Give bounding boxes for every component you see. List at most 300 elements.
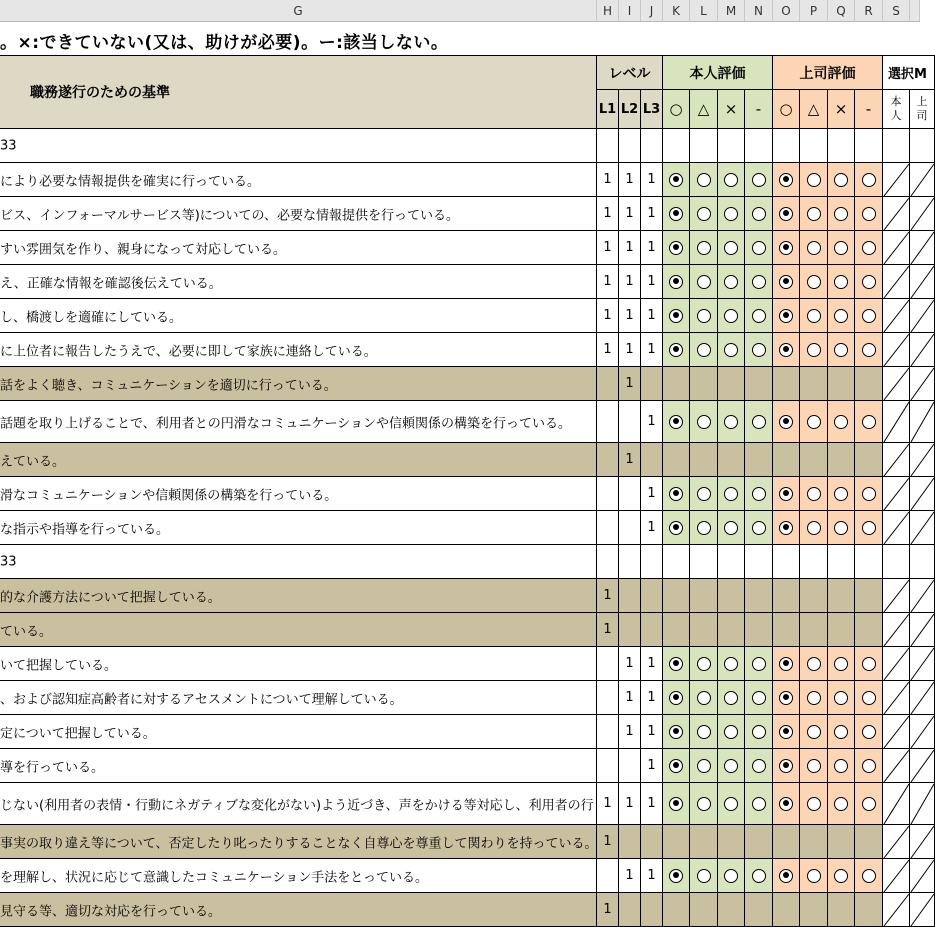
row-19-self-radio-2[interactable] — [724, 759, 738, 773]
row-7-level-l2[interactable]: 1 — [619, 333, 641, 367]
row-20-self-radio-3[interactable] — [752, 797, 766, 811]
row-17-level-l3[interactable]: 1 — [641, 681, 663, 715]
column-header-I[interactable]: I — [619, 0, 641, 22]
row-12-self-cell-2[interactable] — [718, 511, 745, 545]
row-3-self-radio-2[interactable] — [724, 207, 738, 221]
row-18-boss-cell-1[interactable] — [800, 715, 828, 749]
row-2-boss-radio-0[interactable] — [779, 173, 793, 187]
row-2-boss-radio-1[interactable] — [807, 173, 821, 187]
row-7-boss-cell-1[interactable] — [800, 333, 828, 367]
row-18-level-l3[interactable]: 1 — [641, 715, 663, 749]
row-3-level-l1[interactable]: 1 — [597, 197, 619, 231]
row-11-self-radio-1[interactable] — [697, 487, 711, 501]
row-5-self-cell-2[interactable] — [718, 265, 745, 299]
row-20-boss-radio-2[interactable] — [834, 797, 848, 811]
row-14-level-l3[interactable] — [641, 579, 663, 613]
row-4-boss-cell-3[interactable] — [855, 231, 883, 265]
row-20-level-l2[interactable]: 1 — [619, 783, 641, 825]
row-22-self-cell-1[interactable] — [690, 859, 718, 893]
row-9-level-l2[interactable] — [619, 401, 641, 443]
row-18-self-radio-1[interactable] — [697, 725, 711, 739]
row-5-boss-radio-3[interactable] — [862, 275, 876, 289]
row-3-boss-cell-0[interactable] — [773, 197, 800, 231]
row-6-boss-radio-0[interactable] — [779, 309, 793, 323]
row-7-boss-radio-2[interactable] — [834, 343, 848, 357]
row-7-level-l3[interactable]: 1 — [641, 333, 663, 367]
row-6-boss-cell-1[interactable] — [800, 299, 828, 333]
row-9-boss-radio-3[interactable] — [862, 415, 876, 429]
row-9-self-cell-1[interactable] — [690, 401, 718, 443]
row-12-boss-radio-2[interactable] — [834, 521, 848, 535]
row-18-self-radio-2[interactable] — [724, 725, 738, 739]
row-4-self-cell-3[interactable] — [745, 231, 773, 265]
column-header-J[interactable]: J — [641, 0, 663, 22]
row-11-self-radio-3[interactable] — [752, 487, 766, 501]
row-16-boss-radio-1[interactable] — [807, 657, 821, 671]
row-4-self-radio-1[interactable] — [697, 241, 711, 255]
row-2-boss-cell-3[interactable] — [855, 163, 883, 197]
row-2-self-cell-0[interactable] — [663, 163, 690, 197]
column-header-O[interactable]: O — [773, 0, 800, 22]
row-2-level-l1[interactable]: 1 — [597, 163, 619, 197]
row-18-boss-cell-3[interactable] — [855, 715, 883, 749]
column-header-P[interactable]: P — [800, 0, 828, 22]
row-7-self-radio-0[interactable] — [669, 343, 683, 357]
row-12-boss-cell-0[interactable] — [773, 511, 800, 545]
row-22-boss-radio-3[interactable] — [862, 869, 876, 883]
row-19-boss-cell-1[interactable] — [800, 749, 828, 783]
row-6-self-radio-2[interactable] — [724, 309, 738, 323]
row-3-self-radio-3[interactable] — [752, 207, 766, 221]
row-9-self-cell-2[interactable] — [718, 401, 745, 443]
row-20-self-radio-0[interactable] — [669, 797, 683, 811]
row-10-level-l3[interactable] — [641, 443, 663, 477]
row-22-self-cell-0[interactable] — [663, 859, 690, 893]
row-2-boss-cell-0[interactable] — [773, 163, 800, 197]
row-18-level-l2[interactable]: 1 — [619, 715, 641, 749]
row-17-boss-radio-2[interactable] — [834, 691, 848, 705]
row-11-self-cell-3[interactable] — [745, 477, 773, 511]
row-5-boss-radio-2[interactable] — [834, 275, 848, 289]
row-4-boss-radio-1[interactable] — [807, 241, 821, 255]
row-18-level-l1[interactable] — [597, 715, 619, 749]
row-8-level-l1[interactable] — [597, 367, 619, 401]
row-16-level-l3[interactable]: 1 — [641, 647, 663, 681]
row-14-level-l2[interactable] — [619, 579, 641, 613]
row-18-boss-radio-0[interactable] — [779, 725, 793, 739]
row-12-boss-radio-0[interactable] — [779, 521, 793, 535]
row-9-boss-cell-2[interactable] — [828, 401, 855, 443]
row-3-self-cell-2[interactable] — [718, 197, 745, 231]
row-17-self-radio-0[interactable] — [669, 691, 683, 705]
row-17-boss-cell-1[interactable] — [800, 681, 828, 715]
row-11-boss-cell-1[interactable] — [800, 477, 828, 511]
row-4-boss-cell-2[interactable] — [828, 231, 855, 265]
row-6-self-cell-0[interactable] — [663, 299, 690, 333]
row-4-self-cell-2[interactable] — [718, 231, 745, 265]
row-4-level-l3[interactable]: 1 — [641, 231, 663, 265]
row-20-self-cell-1[interactable] — [690, 783, 718, 825]
row-20-boss-radio-3[interactable] — [862, 797, 876, 811]
row-19-boss-radio-3[interactable] — [862, 759, 876, 773]
row-11-self-radio-2[interactable] — [724, 487, 738, 501]
row-18-boss-radio-1[interactable] — [807, 725, 821, 739]
row-7-boss-cell-3[interactable] — [855, 333, 883, 367]
row-22-self-radio-2[interactable] — [724, 869, 738, 883]
row-7-self-radio-2[interactable] — [724, 343, 738, 357]
row-2-boss-cell-2[interactable] — [828, 163, 855, 197]
row-22-self-radio-1[interactable] — [697, 869, 711, 883]
row-7-boss-cell-2[interactable] — [828, 333, 855, 367]
row-18-self-cell-2[interactable] — [718, 715, 745, 749]
row-22-boss-cell-3[interactable] — [855, 859, 883, 893]
row-18-boss-radio-3[interactable] — [862, 725, 876, 739]
row-20-self-cell-3[interactable] — [745, 783, 773, 825]
row-3-level-l3[interactable]: 1 — [641, 197, 663, 231]
row-19-boss-cell-0[interactable] — [773, 749, 800, 783]
row-2-boss-radio-2[interactable] — [834, 173, 848, 187]
row-19-self-cell-0[interactable] — [663, 749, 690, 783]
row-3-boss-cell-2[interactable] — [828, 197, 855, 231]
row-22-boss-radio-1[interactable] — [807, 869, 821, 883]
row-19-self-cell-1[interactable] — [690, 749, 718, 783]
row-16-level-l1[interactable] — [597, 647, 619, 681]
row-6-level-l1[interactable]: 1 — [597, 299, 619, 333]
row-20-level-l3[interactable]: 1 — [641, 783, 663, 825]
row-2-self-cell-3[interactable] — [745, 163, 773, 197]
row-7-self-cell-3[interactable] — [745, 333, 773, 367]
row-16-self-cell-2[interactable] — [718, 647, 745, 681]
row-17-boss-cell-2[interactable] — [828, 681, 855, 715]
row-18-self-radio-3[interactable] — [752, 725, 766, 739]
row-2-self-cell-2[interactable] — [718, 163, 745, 197]
row-6-self-radio-3[interactable] — [752, 309, 766, 323]
row-22-level-l2[interactable]: 1 — [619, 859, 641, 893]
row-6-boss-cell-2[interactable] — [828, 299, 855, 333]
row-2-boss-radio-3[interactable] — [862, 173, 876, 187]
row-5-boss-cell-0[interactable] — [773, 265, 800, 299]
row-4-boss-radio-3[interactable] — [862, 241, 876, 255]
row-16-self-cell-0[interactable] — [663, 647, 690, 681]
row-7-self-radio-1[interactable] — [697, 343, 711, 357]
row-17-self-radio-1[interactable] — [697, 691, 711, 705]
row-16-boss-radio-3[interactable] — [862, 657, 876, 671]
row-23-level-l1[interactable]: 1 — [597, 893, 619, 927]
row-12-self-radio-1[interactable] — [697, 521, 711, 535]
row-3-level-l2[interactable]: 1 — [619, 197, 641, 231]
row-8-level-l3[interactable] — [641, 367, 663, 401]
row-16-self-cell-1[interactable] — [690, 647, 718, 681]
row-18-self-cell-3[interactable] — [745, 715, 773, 749]
row-7-self-radio-3[interactable] — [752, 343, 766, 357]
row-12-self-cell-1[interactable] — [690, 511, 718, 545]
row-12-level-l1[interactable] — [597, 511, 619, 545]
row-5-boss-cell-3[interactable] — [855, 265, 883, 299]
row-17-boss-radio-3[interactable] — [862, 691, 876, 705]
row-5-boss-radio-0[interactable] — [779, 275, 793, 289]
row-11-level-l2[interactable] — [619, 477, 641, 511]
row-11-boss-cell-2[interactable] — [828, 477, 855, 511]
row-5-level-l3[interactable]: 1 — [641, 265, 663, 299]
row-11-boss-cell-3[interactable] — [855, 477, 883, 511]
row-12-self-cell-3[interactable] — [745, 511, 773, 545]
row-20-self-cell-2[interactable] — [718, 783, 745, 825]
row-22-level-l3[interactable]: 1 — [641, 859, 663, 893]
row-12-boss-radio-1[interactable] — [807, 521, 821, 535]
row-5-level-l2[interactable]: 1 — [619, 265, 641, 299]
row-4-self-radio-3[interactable] — [752, 241, 766, 255]
row-3-self-cell-1[interactable] — [690, 197, 718, 231]
row-4-boss-cell-1[interactable] — [800, 231, 828, 265]
row-17-boss-cell-3[interactable] — [855, 681, 883, 715]
row-21-level-l3[interactable] — [641, 825, 663, 859]
column-header-H[interactable]: H — [597, 0, 619, 22]
row-11-level-l1[interactable] — [597, 477, 619, 511]
row-15-level-l2[interactable] — [619, 613, 641, 647]
row-9-self-radio-0[interactable] — [669, 415, 683, 429]
row-16-self-radio-0[interactable] — [669, 657, 683, 671]
row-4-boss-radio-0[interactable] — [779, 241, 793, 255]
row-19-self-radio-3[interactable] — [752, 759, 766, 773]
row-4-self-cell-0[interactable] — [663, 231, 690, 265]
row-12-boss-radio-3[interactable] — [862, 521, 876, 535]
row-7-boss-radio-1[interactable] — [807, 343, 821, 357]
row-5-boss-radio-1[interactable] — [807, 275, 821, 289]
row-11-boss-radio-2[interactable] — [834, 487, 848, 501]
row-2-self-radio-1[interactable] — [697, 173, 711, 187]
row-2-self-radio-0[interactable] — [669, 173, 683, 187]
row-17-boss-cell-0[interactable] — [773, 681, 800, 715]
row-2-boss-cell-1[interactable] — [800, 163, 828, 197]
row-2-self-radio-2[interactable] — [724, 173, 738, 187]
row-11-level-l3[interactable]: 1 — [641, 477, 663, 511]
row-11-boss-radio-1[interactable] — [807, 487, 821, 501]
row-16-boss-cell-1[interactable] — [800, 647, 828, 681]
row-12-self-cell-0[interactable] — [663, 511, 690, 545]
row-16-boss-cell-0[interactable] — [773, 647, 800, 681]
row-19-self-cell-2[interactable] — [718, 749, 745, 783]
row-16-boss-cell-3[interactable] — [855, 647, 883, 681]
row-17-boss-radio-0[interactable] — [779, 691, 793, 705]
row-5-self-cell-1[interactable] — [690, 265, 718, 299]
row-23-level-l3[interactable] — [641, 893, 663, 927]
row-22-self-cell-3[interactable] — [745, 859, 773, 893]
row-12-self-radio-2[interactable] — [724, 521, 738, 535]
row-7-boss-radio-3[interactable] — [862, 343, 876, 357]
row-20-boss-cell-0[interactable] — [773, 783, 800, 825]
row-22-boss-cell-1[interactable] — [800, 859, 828, 893]
row-3-boss-cell-3[interactable] — [855, 197, 883, 231]
row-16-boss-cell-2[interactable] — [828, 647, 855, 681]
row-6-self-cell-3[interactable] — [745, 299, 773, 333]
row-19-level-l1[interactable] — [597, 749, 619, 783]
row-18-boss-radio-2[interactable] — [834, 725, 848, 739]
row-3-self-cell-0[interactable] — [663, 197, 690, 231]
row-19-self-radio-0[interactable] — [669, 759, 683, 773]
row-22-self-radio-0[interactable] — [669, 869, 683, 883]
row-6-boss-cell-3[interactable] — [855, 299, 883, 333]
row-12-boss-cell-1[interactable] — [800, 511, 828, 545]
row-7-self-cell-1[interactable] — [690, 333, 718, 367]
row-4-boss-radio-2[interactable] — [834, 241, 848, 255]
row-22-self-radio-3[interactable] — [752, 869, 766, 883]
row-18-self-cell-0[interactable] — [663, 715, 690, 749]
row-19-boss-radio-1[interactable] — [807, 759, 821, 773]
row-12-level-l2[interactable] — [619, 511, 641, 545]
row-6-self-cell-1[interactable] — [690, 299, 718, 333]
row-19-boss-radio-2[interactable] — [834, 759, 848, 773]
row-12-boss-cell-2[interactable] — [828, 511, 855, 545]
row-9-boss-cell-1[interactable] — [800, 401, 828, 443]
column-header-L[interactable]: L — [690, 0, 718, 22]
row-19-level-l3[interactable]: 1 — [641, 749, 663, 783]
row-17-self-cell-3[interactable] — [745, 681, 773, 715]
row-10-level-l2[interactable]: 1 — [619, 443, 641, 477]
row-16-self-radio-3[interactable] — [752, 657, 766, 671]
row-19-boss-cell-2[interactable] — [828, 749, 855, 783]
row-16-boss-radio-0[interactable] — [779, 657, 793, 671]
row-3-boss-radio-1[interactable] — [807, 207, 821, 221]
row-3-boss-radio-0[interactable] — [779, 207, 793, 221]
column-header-Q[interactable]: Q — [828, 0, 855, 22]
row-10-level-l1[interactable] — [597, 443, 619, 477]
row-22-self-cell-2[interactable] — [718, 859, 745, 893]
row-7-boss-radio-0[interactable] — [779, 343, 793, 357]
row-3-boss-radio-3[interactable] — [862, 207, 876, 221]
row-5-self-radio-0[interactable] — [669, 275, 683, 289]
row-4-boss-cell-0[interactable] — [773, 231, 800, 265]
row-9-self-radio-2[interactable] — [724, 415, 738, 429]
row-9-self-cell-3[interactable] — [745, 401, 773, 443]
row-2-level-l3[interactable]: 1 — [641, 163, 663, 197]
row-9-level-l3[interactable]: 1 — [641, 401, 663, 443]
row-9-boss-radio-1[interactable] — [807, 415, 821, 429]
row-11-boss-cell-0[interactable] — [773, 477, 800, 511]
row-4-level-l2[interactable]: 1 — [619, 231, 641, 265]
row-12-boss-cell-3[interactable] — [855, 511, 883, 545]
row-21-level-l2[interactable] — [619, 825, 641, 859]
row-14-level-l1[interactable]: 1 — [597, 579, 619, 613]
row-6-boss-radio-3[interactable] — [862, 309, 876, 323]
row-6-self-radio-0[interactable] — [669, 309, 683, 323]
row-20-boss-cell-2[interactable] — [828, 783, 855, 825]
row-7-self-cell-0[interactable] — [663, 333, 690, 367]
row-20-self-radio-2[interactable] — [724, 797, 738, 811]
row-22-boss-cell-0[interactable] — [773, 859, 800, 893]
column-header-K[interactable]: K — [663, 0, 690, 22]
row-17-self-radio-3[interactable] — [752, 691, 766, 705]
row-12-self-radio-0[interactable] — [669, 521, 683, 535]
row-18-boss-cell-0[interactable] — [773, 715, 800, 749]
row-5-self-radio-3[interactable] — [752, 275, 766, 289]
row-2-self-cell-1[interactable] — [690, 163, 718, 197]
row-12-self-radio-3[interactable] — [752, 521, 766, 535]
row-11-boss-radio-3[interactable] — [862, 487, 876, 501]
row-20-level-l1[interactable]: 1 — [597, 783, 619, 825]
column-header-N[interactable]: N — [745, 0, 773, 22]
row-17-boss-radio-1[interactable] — [807, 691, 821, 705]
row-19-boss-radio-0[interactable] — [779, 759, 793, 773]
row-4-self-cell-1[interactable] — [690, 231, 718, 265]
row-19-self-radio-1[interactable] — [697, 759, 711, 773]
row-17-level-l2[interactable]: 1 — [619, 681, 641, 715]
row-6-level-l3[interactable]: 1 — [641, 299, 663, 333]
row-6-self-radio-1[interactable] — [697, 309, 711, 323]
row-11-boss-radio-0[interactable] — [779, 487, 793, 501]
row-16-self-radio-2[interactable] — [724, 657, 738, 671]
row-2-self-radio-3[interactable] — [752, 173, 766, 187]
row-7-boss-cell-0[interactable] — [773, 333, 800, 367]
row-22-level-l1[interactable] — [597, 859, 619, 893]
row-4-self-radio-2[interactable] — [724, 241, 738, 255]
row-11-self-radio-0[interactable] — [669, 487, 683, 501]
row-3-self-radio-1[interactable] — [697, 207, 711, 221]
row-9-self-radio-3[interactable] — [752, 415, 766, 429]
row-9-self-cell-0[interactable] — [663, 401, 690, 443]
row-4-self-radio-0[interactable] — [669, 241, 683, 255]
row-9-self-radio-1[interactable] — [697, 415, 711, 429]
row-18-self-radio-0[interactable] — [669, 725, 683, 739]
row-5-self-cell-0[interactable] — [663, 265, 690, 299]
row-8-level-l2[interactable]: 1 — [619, 367, 641, 401]
row-4-level-l1[interactable]: 1 — [597, 231, 619, 265]
row-11-self-cell-2[interactable] — [718, 477, 745, 511]
row-20-boss-cell-1[interactable] — [800, 783, 828, 825]
column-header-G[interactable]: G — [0, 0, 597, 22]
row-17-self-cell-2[interactable] — [718, 681, 745, 715]
row-5-self-radio-1[interactable] — [697, 275, 711, 289]
row-19-level-l2[interactable] — [619, 749, 641, 783]
row-9-boss-radio-0[interactable] — [779, 415, 793, 429]
row-20-boss-radio-1[interactable] — [807, 797, 821, 811]
row-5-boss-cell-1[interactable] — [800, 265, 828, 299]
row-23-level-l2[interactable] — [619, 893, 641, 927]
row-22-boss-radio-2[interactable] — [834, 869, 848, 883]
row-17-level-l1[interactable] — [597, 681, 619, 715]
row-20-self-radio-1[interactable] — [697, 797, 711, 811]
row-6-boss-radio-2[interactable] — [834, 309, 848, 323]
row-15-level-l1[interactable]: 1 — [597, 613, 619, 647]
row-18-self-cell-1[interactable] — [690, 715, 718, 749]
row-6-boss-radio-1[interactable] — [807, 309, 821, 323]
row-16-level-l2[interactable]: 1 — [619, 647, 641, 681]
row-19-boss-cell-3[interactable] — [855, 749, 883, 783]
row-6-boss-cell-0[interactable] — [773, 299, 800, 333]
row-19-self-cell-3[interactable] — [745, 749, 773, 783]
row-2-level-l2[interactable]: 1 — [619, 163, 641, 197]
row-5-boss-cell-2[interactable] — [828, 265, 855, 299]
row-3-self-radio-0[interactable] — [669, 207, 683, 221]
row-12-level-l3[interactable]: 1 — [641, 511, 663, 545]
row-5-level-l1[interactable]: 1 — [597, 265, 619, 299]
row-11-self-cell-0[interactable] — [663, 477, 690, 511]
row-20-boss-radio-0[interactable] — [779, 797, 793, 811]
row-3-boss-cell-1[interactable] — [800, 197, 828, 231]
column-header-S[interactable]: S — [883, 0, 910, 22]
row-5-self-radio-2[interactable] — [724, 275, 738, 289]
row-20-boss-cell-3[interactable] — [855, 783, 883, 825]
row-3-boss-radio-2[interactable] — [834, 207, 848, 221]
row-3-self-cell-3[interactable] — [745, 197, 773, 231]
row-9-boss-cell-3[interactable] — [855, 401, 883, 443]
row-17-self-cell-0[interactable] — [663, 681, 690, 715]
row-5-self-cell-3[interactable] — [745, 265, 773, 299]
row-7-level-l1[interactable]: 1 — [597, 333, 619, 367]
row-9-boss-radio-2[interactable] — [834, 415, 848, 429]
row-9-level-l1[interactable] — [597, 401, 619, 443]
row-20-self-cell-0[interactable] — [663, 783, 690, 825]
row-6-level-l2[interactable]: 1 — [619, 299, 641, 333]
